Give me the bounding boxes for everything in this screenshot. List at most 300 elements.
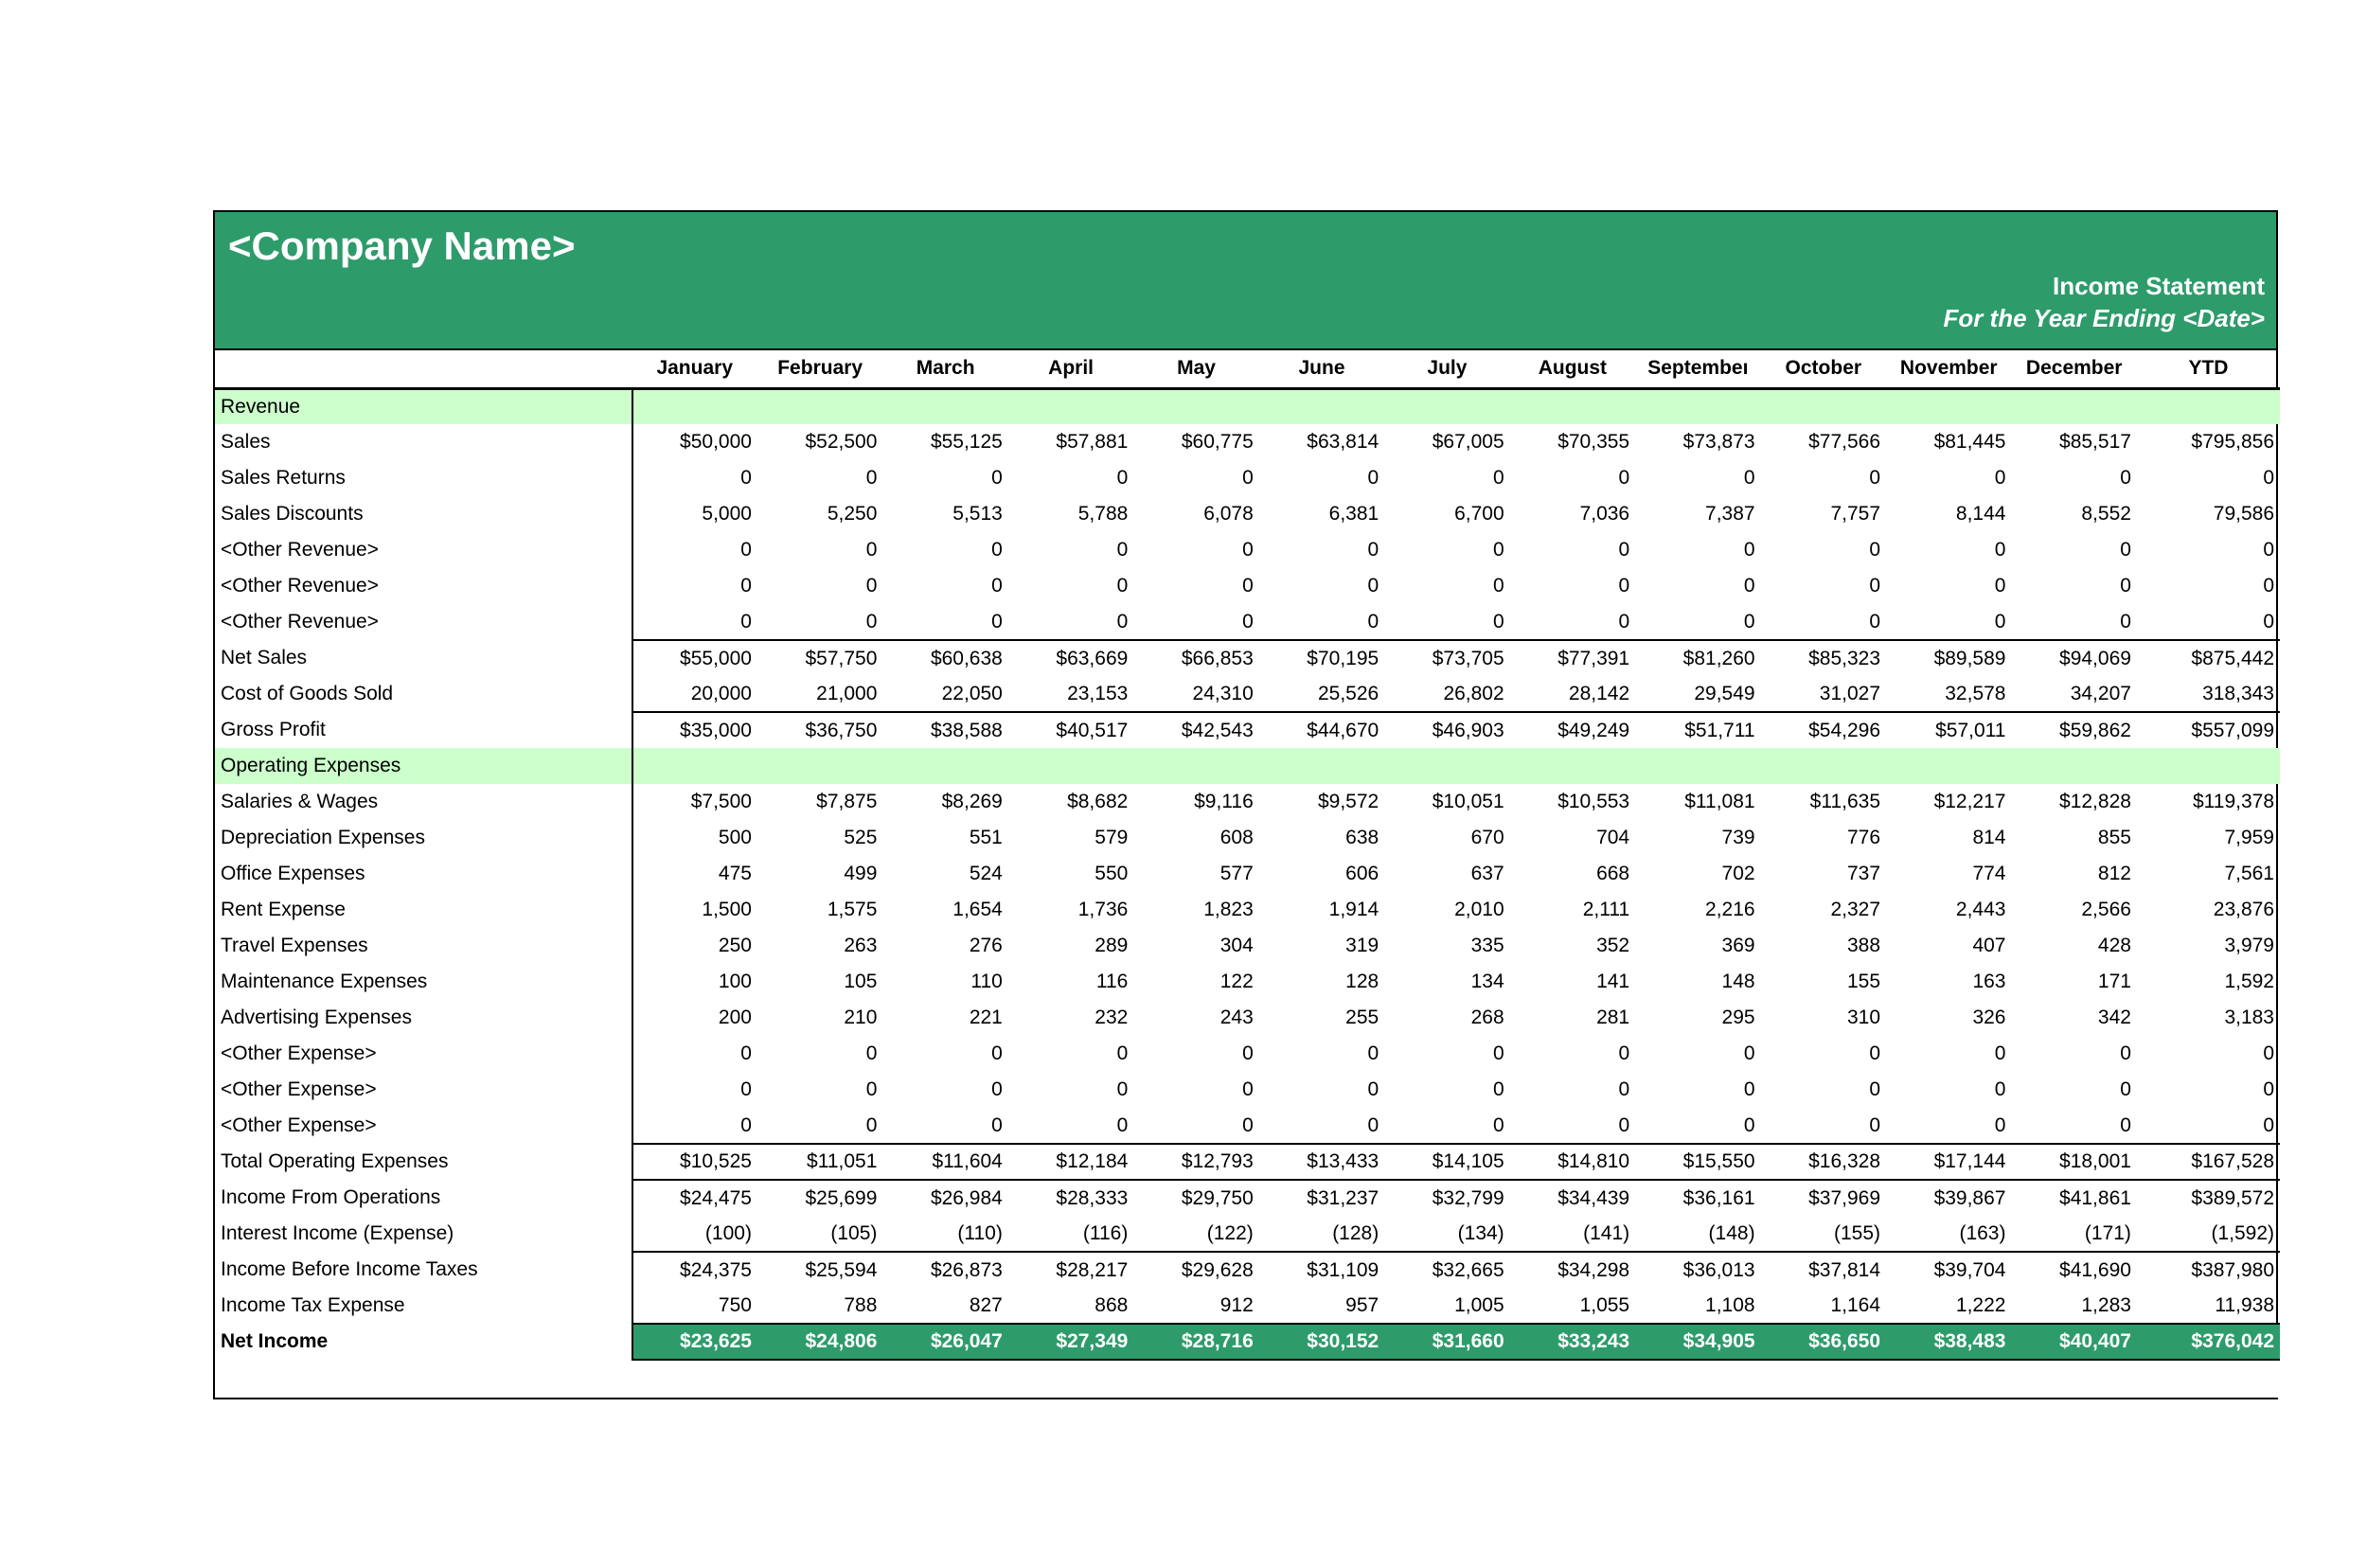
cell-r18-c6: 0: [1492, 1042, 1504, 1064]
row-label: <Other Expense>: [221, 1078, 377, 1100]
cell-r11-c0: $7,500: [632, 784, 757, 820]
cell-r15-c7: 352: [1596, 935, 1630, 956]
cell-r11-c6: $10,051: [1432, 791, 1504, 812]
cell-r8-c7: 28,142: [1568, 682, 1630, 704]
cell-r0-c2: [882, 388, 1007, 424]
cell-r16-c1: 105: [844, 971, 878, 992]
cell-r8-c3: 23,153: [1067, 682, 1129, 704]
cell-r1-c5: $63,814: [1307, 431, 1379, 453]
cell-r19-c0: 0: [632, 1072, 757, 1108]
cell-r17-c2: 221: [969, 1007, 1003, 1028]
cell-r10-c6: [1384, 748, 1509, 784]
table-row: [215, 1324, 2280, 1360]
row-label: <Other Revenue>: [221, 611, 379, 633]
cell-r0-c12: [2137, 388, 2280, 424]
cell-r24-c1: $25,594: [757, 1252, 882, 1288]
cell-r16-c3: 116: [1095, 971, 1129, 992]
cell-r22-c9: $37,969: [1761, 1180, 1886, 1216]
cell-r25-c5: 957: [1345, 1293, 1379, 1316]
cell-r0-c1: [757, 388, 882, 424]
cell-r8-c5: 25,526: [1317, 682, 1379, 704]
cell-r23-c1: (105): [830, 1221, 878, 1244]
cell-r18-c4: 0: [1242, 1042, 1254, 1064]
cell-r8-c6: 26,802: [1443, 682, 1504, 704]
column-header-5: June: [1259, 350, 1384, 388]
cell-r7-c12: $875,442: [2137, 640, 2280, 676]
cell-r17-c4: 243: [1219, 1007, 1254, 1028]
cell-r8-c0: 20,000: [632, 676, 757, 712]
cell-r24-c3: $28,217: [1008, 1252, 1133, 1288]
cell-r18-c5: 0: [1367, 1042, 1379, 1064]
cell-r10-c10: [1886, 748, 2011, 784]
cell-r13-c4: 577: [1219, 863, 1254, 884]
cell-r5-c1: 0: [865, 575, 878, 597]
cell-r0-c6: [1384, 388, 1509, 424]
cell-r1-c3: $57,881: [1056, 431, 1129, 453]
cell-r23-c0: (100): [632, 1216, 757, 1252]
cell-r16-c9: 155: [1846, 971, 1881, 992]
cell-r3-c1: 5,250: [827, 503, 878, 525]
cell-r13-c7: 668: [1596, 863, 1630, 884]
cell-r1-c0: $50,000: [632, 424, 757, 460]
cell-r24-c5: $31,109: [1259, 1252, 1384, 1288]
cell-r21-c3: $12,184: [1008, 1144, 1133, 1180]
cell-r5-c7: 0: [1618, 575, 1630, 597]
spacer-cell: [1384, 1360, 1509, 1398]
cell-r17-c7: 281: [1596, 1007, 1630, 1028]
cell-r5-c3: 0: [1116, 575, 1129, 597]
column-header-8: Septembeı: [1635, 350, 1760, 388]
table-row: [215, 1072, 2280, 1108]
row-label: Revenue: [215, 388, 632, 424]
table-row: [215, 856, 2280, 892]
cell-r23-c4: (122): [1206, 1221, 1254, 1244]
statement-grid: [213, 350, 2278, 1399]
column-header-4: May: [1133, 350, 1258, 388]
cell-r13-c8: 702: [1721, 863, 1755, 884]
cell-r12-c2: 551: [969, 827, 1003, 848]
cell-r18-c12: 0: [2263, 1042, 2274, 1064]
statement-subtitle: For the Year Ending <Date>: [1943, 304, 2265, 332]
cell-r4-c12: 0: [2263, 539, 2274, 561]
cell-r1-c8: $73,873: [1682, 431, 1755, 453]
cell-r26-c8: $34,905: [1635, 1324, 1760, 1360]
table-row: [215, 1252, 2280, 1288]
cell-r16-c12: 1,592: [2224, 971, 2274, 992]
cell-r6-c11: 0: [2120, 610, 2131, 633]
cell-r19-c12: 0: [2263, 1078, 2274, 1100]
cell-r12-c9: 776: [1846, 827, 1881, 848]
cell-r2-c11: 0: [2120, 467, 2131, 489]
cell-r9-c9: $54,296: [1761, 712, 1886, 748]
cell-r19-c8: 0: [1743, 1078, 1755, 1100]
cell-r12-c0: 500: [632, 820, 757, 856]
cell-r15-c12: 3,979: [2224, 935, 2274, 956]
cell-r11-c11: $12,828: [2059, 791, 2131, 812]
row-label: Rent Expense: [221, 899, 346, 920]
cell-r10-c9: [1761, 748, 1886, 784]
cell-r21-c7: $14,810: [1510, 1144, 1635, 1180]
row-label: <Other Revenue>: [221, 539, 379, 561]
column-header-7: August: [1510, 350, 1635, 388]
cell-r12-c4: 608: [1219, 827, 1254, 848]
cell-r20-c6: 0: [1492, 1114, 1504, 1136]
column-header-2: March: [882, 350, 1007, 388]
cell-r25-c7: 1,055: [1579, 1293, 1630, 1316]
cell-r26-c3: $27,349: [1008, 1324, 1133, 1360]
cell-r12-c1: 525: [844, 827, 878, 848]
cell-r0-c3: [1008, 388, 1133, 424]
cell-r19-c9: 0: [1869, 1078, 1881, 1100]
cell-r9-c6: $46,903: [1384, 712, 1509, 748]
cell-r13-c3: 550: [1095, 863, 1129, 884]
cell-r23-c3: (116): [1082, 1221, 1129, 1244]
cell-r18-c9: 0: [1869, 1042, 1881, 1064]
cell-r4-c5: 0: [1367, 539, 1379, 561]
cell-r4-c9: 0: [1869, 539, 1881, 561]
row-label: Advertising Expenses: [221, 1007, 412, 1028]
cell-r22-c7: $34,439: [1510, 1180, 1635, 1216]
table-row: [215, 1144, 2280, 1180]
cell-r10-c5: [1259, 748, 1384, 784]
statement-header-band: [213, 210, 2278, 350]
cell-r15-c2: 276: [969, 935, 1003, 956]
cell-r15-c11: 428: [2097, 935, 2131, 956]
cell-r2-c8: 0: [1743, 467, 1755, 489]
column-header-1: February: [757, 350, 882, 388]
cell-r18-c0: 0: [632, 1036, 757, 1072]
cell-r4-c0: 0: [632, 532, 757, 568]
table-row: [215, 604, 2280, 640]
cell-r2-c5: 0: [1367, 467, 1379, 489]
cell-r8-c2: 22,050: [941, 682, 1003, 704]
cell-r25-c3: 868: [1095, 1293, 1129, 1316]
cell-r25-c8: 1,108: [1705, 1293, 1755, 1316]
cell-r18-c11: 0: [2120, 1042, 2131, 1064]
cell-r7-c5: $70,195: [1259, 640, 1384, 676]
cell-r4-c2: 0: [991, 539, 1003, 561]
cell-r10-c12: [2137, 748, 2280, 784]
cell-r4-c7: 0: [1618, 539, 1630, 561]
spacer-cell: [215, 1360, 632, 1398]
cell-r19-c6: 0: [1492, 1078, 1504, 1100]
income-statement-table: [215, 350, 2280, 1398]
cell-r10-c4: [1133, 748, 1258, 784]
cell-r21-c8: $15,550: [1635, 1144, 1760, 1180]
cell-r12-c8: 739: [1721, 827, 1755, 848]
cell-r26-c2: $26,047: [882, 1324, 1007, 1360]
cell-r21-c1: $11,051: [757, 1144, 882, 1180]
cell-r6-c12: 0: [2263, 610, 2274, 633]
cell-r3-c4: 6,078: [1203, 503, 1254, 525]
spacer-cell: [1510, 1360, 1635, 1398]
cell-r10-c2: [882, 748, 1007, 784]
cell-r8-c9: 31,027: [1819, 682, 1881, 704]
cell-r14-c5: 1,914: [1328, 899, 1379, 920]
spacer-cell: [1886, 1360, 2011, 1398]
cell-r7-c6: $73,705: [1384, 640, 1509, 676]
cell-r17-c8: 295: [1721, 1007, 1755, 1028]
table-row: [215, 1036, 2280, 1072]
cell-r24-c2: $26,873: [882, 1252, 1007, 1288]
cell-r7-c4: $66,853: [1133, 640, 1258, 676]
cell-r26-c1: $24,806: [757, 1324, 882, 1360]
cell-r2-c1: 0: [865, 467, 878, 489]
cell-r7-c11: $94,069: [2011, 640, 2136, 676]
cell-r0-c5: [1259, 388, 1384, 424]
cell-r17-c12: 3,183: [2224, 1007, 2274, 1028]
spacer-cell: [2011, 1360, 2136, 1398]
cell-r12-c5: 638: [1345, 827, 1379, 848]
table-row: [215, 712, 2280, 748]
cell-r24-c10: $39,704: [1886, 1252, 2011, 1288]
cell-r20-c9: 0: [1869, 1114, 1881, 1136]
corner-cell: [215, 350, 632, 388]
cell-r25-c2: 827: [969, 1293, 1003, 1316]
cell-r1-c11: $85,517: [2059, 431, 2131, 453]
row-label: Net Income: [215, 1324, 632, 1360]
cell-r10-c1: [757, 748, 882, 784]
cell-r17-c6: 268: [1470, 1007, 1504, 1028]
cell-r23-c11: (171): [2084, 1221, 2131, 1244]
cell-r26-c11: $40,407: [2011, 1324, 2136, 1360]
cell-r14-c11: 2,566: [2081, 899, 2131, 920]
cell-r20-c1: 0: [865, 1114, 878, 1136]
cell-r2-c9: 0: [1869, 467, 1881, 489]
spacer-cell: [1635, 1360, 1760, 1398]
cell-r2-c2: 0: [991, 467, 1003, 489]
income-statement-sheet: [213, 210, 2278, 1399]
table-row: [215, 784, 2280, 820]
cell-r5-c2: 0: [991, 575, 1003, 597]
cell-r9-c1: $36,750: [757, 712, 882, 748]
row-label: Sales: [221, 431, 271, 453]
cell-r3-c8: 7,387: [1705, 503, 1755, 525]
cell-r21-c4: $12,793: [1133, 1144, 1258, 1180]
cell-r3-c11: 8,552: [2081, 503, 2131, 525]
table-row: [215, 928, 2280, 964]
spacer-cell: [1259, 1360, 1384, 1398]
column-header-9: October: [1761, 350, 1886, 388]
cell-r16-c2: 110: [970, 971, 1003, 992]
cell-r19-c1: 0: [865, 1078, 878, 1100]
cell-r1-c12: $795,856: [2191, 431, 2274, 453]
row-label: Travel Expenses: [221, 935, 368, 956]
cell-r24-c0: $24,375: [632, 1252, 757, 1288]
column-header-10: November: [1886, 350, 2011, 388]
cell-r12-c12: 7,959: [2224, 827, 2274, 848]
cell-r17-c11: 342: [2097, 1007, 2131, 1028]
cell-r11-c2: $8,269: [941, 791, 1003, 812]
cell-r8-c4: 24,310: [1192, 682, 1254, 704]
cell-r7-c7: $77,391: [1510, 640, 1635, 676]
cell-r13-c6: 637: [1470, 863, 1504, 884]
cell-r22-c5: $31,237: [1259, 1180, 1384, 1216]
cell-r21-c9: $16,328: [1761, 1144, 1886, 1180]
row-label: Maintenance Expenses: [221, 971, 428, 992]
cell-r20-c12: 0: [2263, 1114, 2274, 1136]
cell-r10-c3: [1008, 748, 1133, 784]
cell-r21-c5: $13,433: [1259, 1144, 1384, 1180]
cell-r0-c7: [1510, 388, 1635, 424]
cell-r1-c4: $60,775: [1181, 431, 1254, 453]
cell-r3-c10: 8,144: [1955, 503, 2006, 525]
cell-r20-c3: 0: [1116, 1114, 1129, 1136]
cell-r4-c4: 0: [1242, 539, 1254, 561]
cell-r22-c8: $36,161: [1635, 1180, 1760, 1216]
cell-r21-c11: $18,001: [2011, 1144, 2136, 1180]
cell-r1-c1: $52,500: [805, 431, 878, 453]
cell-r19-c2: 0: [991, 1078, 1003, 1100]
cell-r0-c10: [1886, 388, 2011, 424]
cell-r2-c7: 0: [1618, 467, 1630, 489]
cell-r15-c10: 407: [1972, 935, 2006, 956]
cell-r14-c4: 1,823: [1203, 899, 1254, 920]
row-label: Salaries & Wages: [221, 791, 379, 812]
cell-r21-c0: $10,525: [632, 1144, 757, 1180]
table-row: [215, 460, 2280, 496]
cell-r14-c9: 2,327: [1830, 899, 1881, 920]
cell-r13-c9: 737: [1846, 863, 1881, 884]
cell-r12-c6: 670: [1470, 827, 1504, 848]
cell-r15-c8: 369: [1721, 935, 1755, 956]
cell-r17-c10: 326: [1972, 1007, 2006, 1028]
row-label: Interest Income (Expense): [221, 1222, 454, 1244]
cell-r26-c9: $36,650: [1761, 1324, 1886, 1360]
cell-r26-c12: $376,042: [2137, 1324, 2280, 1360]
cell-r14-c8: 2,216: [1705, 899, 1755, 920]
cell-r22-c11: $41,861: [2011, 1180, 2136, 1216]
cell-r6-c4: 0: [1242, 610, 1254, 633]
table-row: [215, 1180, 2280, 1216]
cell-r6-c5: 0: [1367, 610, 1379, 633]
cell-r12-c3: 579: [1095, 827, 1129, 848]
row-label: Sales Discounts: [221, 503, 364, 525]
cell-r14-c12: 23,876: [2213, 899, 2274, 920]
cell-r20-c5: 0: [1367, 1114, 1379, 1136]
cell-r15-c3: 289: [1095, 935, 1129, 956]
cell-r17-c9: 310: [1846, 1007, 1881, 1028]
cell-r0-c8: [1635, 388, 1760, 424]
cell-r16-c6: 134: [1470, 971, 1504, 992]
table-body: [215, 350, 2280, 1398]
cell-r22-c12: $389,572: [2137, 1180, 2280, 1216]
cell-r26-c7: $33,243: [1510, 1324, 1635, 1360]
table-row: [215, 424, 2280, 460]
cell-r25-c0: 750: [632, 1288, 757, 1324]
cell-r4-c3: 0: [1116, 539, 1129, 561]
cell-r9-c3: $40,517: [1008, 712, 1133, 748]
cell-r0-c4: [1133, 388, 1258, 424]
cell-r16-c0: 100: [632, 964, 757, 1000]
table-row: [215, 748, 2280, 784]
cell-r11-c5: $9,572: [1317, 791, 1379, 812]
cell-r22-c2: $26,984: [882, 1180, 1007, 1216]
cell-r22-c0: $24,475: [632, 1180, 757, 1216]
trailing-spacer-row: [215, 1360, 2280, 1398]
table-row: [215, 496, 2280, 532]
cell-r6-c8: 0: [1743, 610, 1755, 633]
cell-r24-c6: $32,665: [1384, 1252, 1509, 1288]
cell-r22-c1: $25,699: [757, 1180, 882, 1216]
cell-r22-c4: $29,750: [1133, 1180, 1258, 1216]
cell-r9-c5: $44,670: [1259, 712, 1384, 748]
cell-r25-c4: 912: [1219, 1293, 1254, 1316]
cell-r11-c10: $12,217: [1933, 791, 2006, 812]
cell-r20-c2: 0: [991, 1114, 1003, 1136]
cell-r3-c0: 5,000: [632, 496, 757, 532]
cell-r7-c9: $85,323: [1761, 640, 1886, 676]
cell-r12-c10: 814: [1972, 827, 2006, 848]
cell-r0-c9: [1761, 388, 1886, 424]
row-label: Income Tax Expense: [221, 1294, 405, 1316]
cell-r17-c1: 210: [844, 1007, 878, 1028]
cell-r20-c4: 0: [1242, 1114, 1254, 1136]
row-label: <Other Expense>: [221, 1114, 377, 1136]
cell-r18-c10: 0: [1994, 1042, 2006, 1064]
cell-r8-c1: 21,000: [816, 682, 878, 704]
cell-r16-c7: 141: [1596, 971, 1630, 992]
cell-r24-c8: $36,013: [1635, 1252, 1760, 1288]
table-row: [215, 964, 2280, 1000]
cell-r15-c6: 335: [1470, 935, 1504, 956]
cell-r14-c6: 2,010: [1454, 899, 1504, 920]
cell-r22-c3: $28,333: [1008, 1180, 1133, 1216]
cell-r13-c0: 475: [632, 856, 757, 892]
cell-r6-c1: 0: [865, 610, 878, 633]
cell-r25-c9: 1,164: [1830, 1293, 1881, 1316]
cell-r25-c12: 11,938: [2215, 1293, 2274, 1316]
cell-r25-c1: 788: [844, 1293, 878, 1316]
cell-r11-c7: $10,553: [1557, 791, 1630, 812]
cell-r10-c7: [1510, 748, 1635, 784]
cell-r14-c7: 2,111: [1582, 899, 1630, 920]
cell-r19-c11: 0: [2120, 1078, 2131, 1100]
cell-r16-c10: 163: [1972, 971, 2006, 992]
cell-r23-c10: (163): [1959, 1221, 2006, 1244]
cell-r3-c6: 6,700: [1454, 503, 1504, 525]
cell-r15-c1: 263: [844, 935, 878, 956]
cell-r17-c0: 200: [632, 1000, 757, 1036]
cell-r9-c10: $57,011: [1886, 712, 2011, 748]
table-row: [215, 676, 2280, 712]
cell-r11-c4: $9,116: [1194, 791, 1254, 812]
cell-r8-c12: 318,343: [2202, 682, 2274, 704]
cell-r20-c7: 0: [1618, 1114, 1630, 1136]
cell-r7-c10: $89,589: [1886, 640, 2011, 676]
cell-r11-c3: $8,682: [1067, 791, 1129, 812]
cell-r3-c7: 7,036: [1579, 503, 1630, 525]
cell-r9-c2: $38,588: [882, 712, 1007, 748]
spacer-cell: [1133, 1360, 1258, 1398]
cell-r16-c8: 148: [1721, 971, 1755, 992]
row-label: Net Sales: [221, 647, 308, 668]
cell-r11-c12: $119,378: [2192, 791, 2274, 812]
cell-r6-c7: 0: [1618, 610, 1630, 633]
cell-r2-c6: 0: [1492, 467, 1504, 489]
cell-r8-c8: 29,549: [1694, 682, 1755, 704]
cell-r15-c0: 250: [632, 928, 757, 964]
cell-r7-c8: $81,260: [1635, 640, 1760, 676]
cell-r13-c1: 499: [844, 863, 878, 884]
cell-r10-c0: [632, 748, 757, 784]
cell-r18-c8: 0: [1743, 1042, 1755, 1064]
cell-r24-c11: $41,690: [2011, 1252, 2136, 1288]
cell-r2-c0: 0: [632, 460, 757, 496]
cell-r23-c9: (155): [1834, 1221, 1881, 1244]
cell-r14-c10: 2,443: [1955, 899, 2006, 920]
cell-r1-c9: $77,566: [1808, 431, 1881, 453]
